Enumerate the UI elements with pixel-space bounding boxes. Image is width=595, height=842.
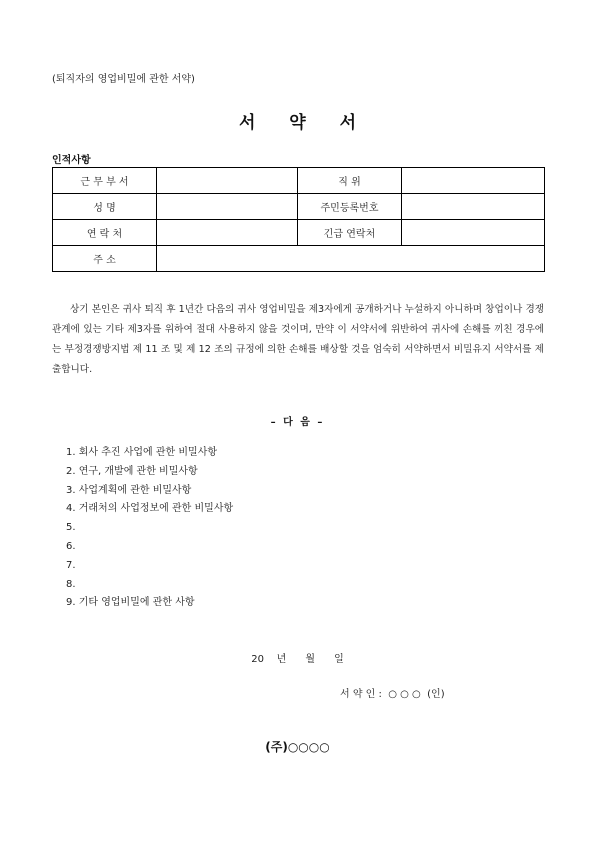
list-item: 1. 회사 추진 사업에 관한 비밀사항 xyxy=(66,447,218,458)
list-item: 4. 거래처의 사업정보에 관한 비밀사항 xyxy=(66,503,234,515)
list-item: 7. xyxy=(66,559,76,571)
list-item: 3. 사업계획에 관한 비밀사항 xyxy=(66,484,192,496)
table-row xyxy=(53,168,545,194)
signer-line xyxy=(340,685,445,700)
personal-info-table xyxy=(52,167,545,272)
label-name: 성 명 xyxy=(53,194,157,220)
label-resident-number: 주민등록번호 xyxy=(298,194,402,220)
section-label-personal-info: 인적사항 xyxy=(52,155,91,166)
field-name[interactable] xyxy=(157,194,298,220)
document-subtitle: (퇴직자의 영업비밀에 관한 서약) xyxy=(52,74,195,85)
company-name: (주)○○○○ xyxy=(265,740,330,754)
secret-items-list xyxy=(66,444,233,613)
table-row xyxy=(53,194,545,220)
list-heading: – 다 음 – xyxy=(270,417,325,428)
label-department: 근 무 부 서 xyxy=(53,168,157,194)
list-item: 9. 기타 영업비밀에 관한 사항 xyxy=(66,597,195,609)
label-emergency-contact: 긴급 연락처 xyxy=(298,220,402,246)
pledge-body-text: 상기 본인은 귀사 퇴직 후 1년간 다음의 귀사 영업비밀을 제3자에게 공개하거나 누설하지 아니하며 창업이나 경쟁관계에 있는 기타 제3자를 위하여 절대 사용하지 않을 것이며, 만약 이 서약서에 위반하여 귀사에 손해를 끼친 경우에는 부정경쟁방지법 제 11 조 및 제 12 조의 규정에 의한 손해를 배상할 것을 엄숙히 서약하면서 비밀유지 서약서를 제출합니다. xyxy=(52,304,544,375)
field-resident-number[interactable] xyxy=(402,194,545,220)
field-department[interactable] xyxy=(157,168,298,194)
label-contact: 연 락 처 xyxy=(53,220,157,246)
list-item: 5. xyxy=(66,522,76,534)
list-item: 8. xyxy=(66,578,76,590)
label-position: 직 위 xyxy=(298,168,402,194)
field-contact[interactable] xyxy=(157,220,298,246)
table-row xyxy=(53,246,545,272)
field-position[interactable] xyxy=(402,168,545,194)
label-address: 주 소 xyxy=(53,246,157,272)
signer-text: 서 약 인 : ○ ○ ○ (인) xyxy=(340,689,445,700)
date-text: 20 년 월 일 xyxy=(251,654,344,665)
list-item: 2. 연구, 개발에 관한 비밀사항 xyxy=(66,465,198,477)
document-title: 서 약 서 xyxy=(238,113,371,133)
date-line xyxy=(0,650,595,665)
table-row xyxy=(53,220,545,246)
list-item: 6. xyxy=(66,540,76,552)
field-address[interactable] xyxy=(157,246,545,272)
field-emergency-contact[interactable] xyxy=(402,220,545,246)
